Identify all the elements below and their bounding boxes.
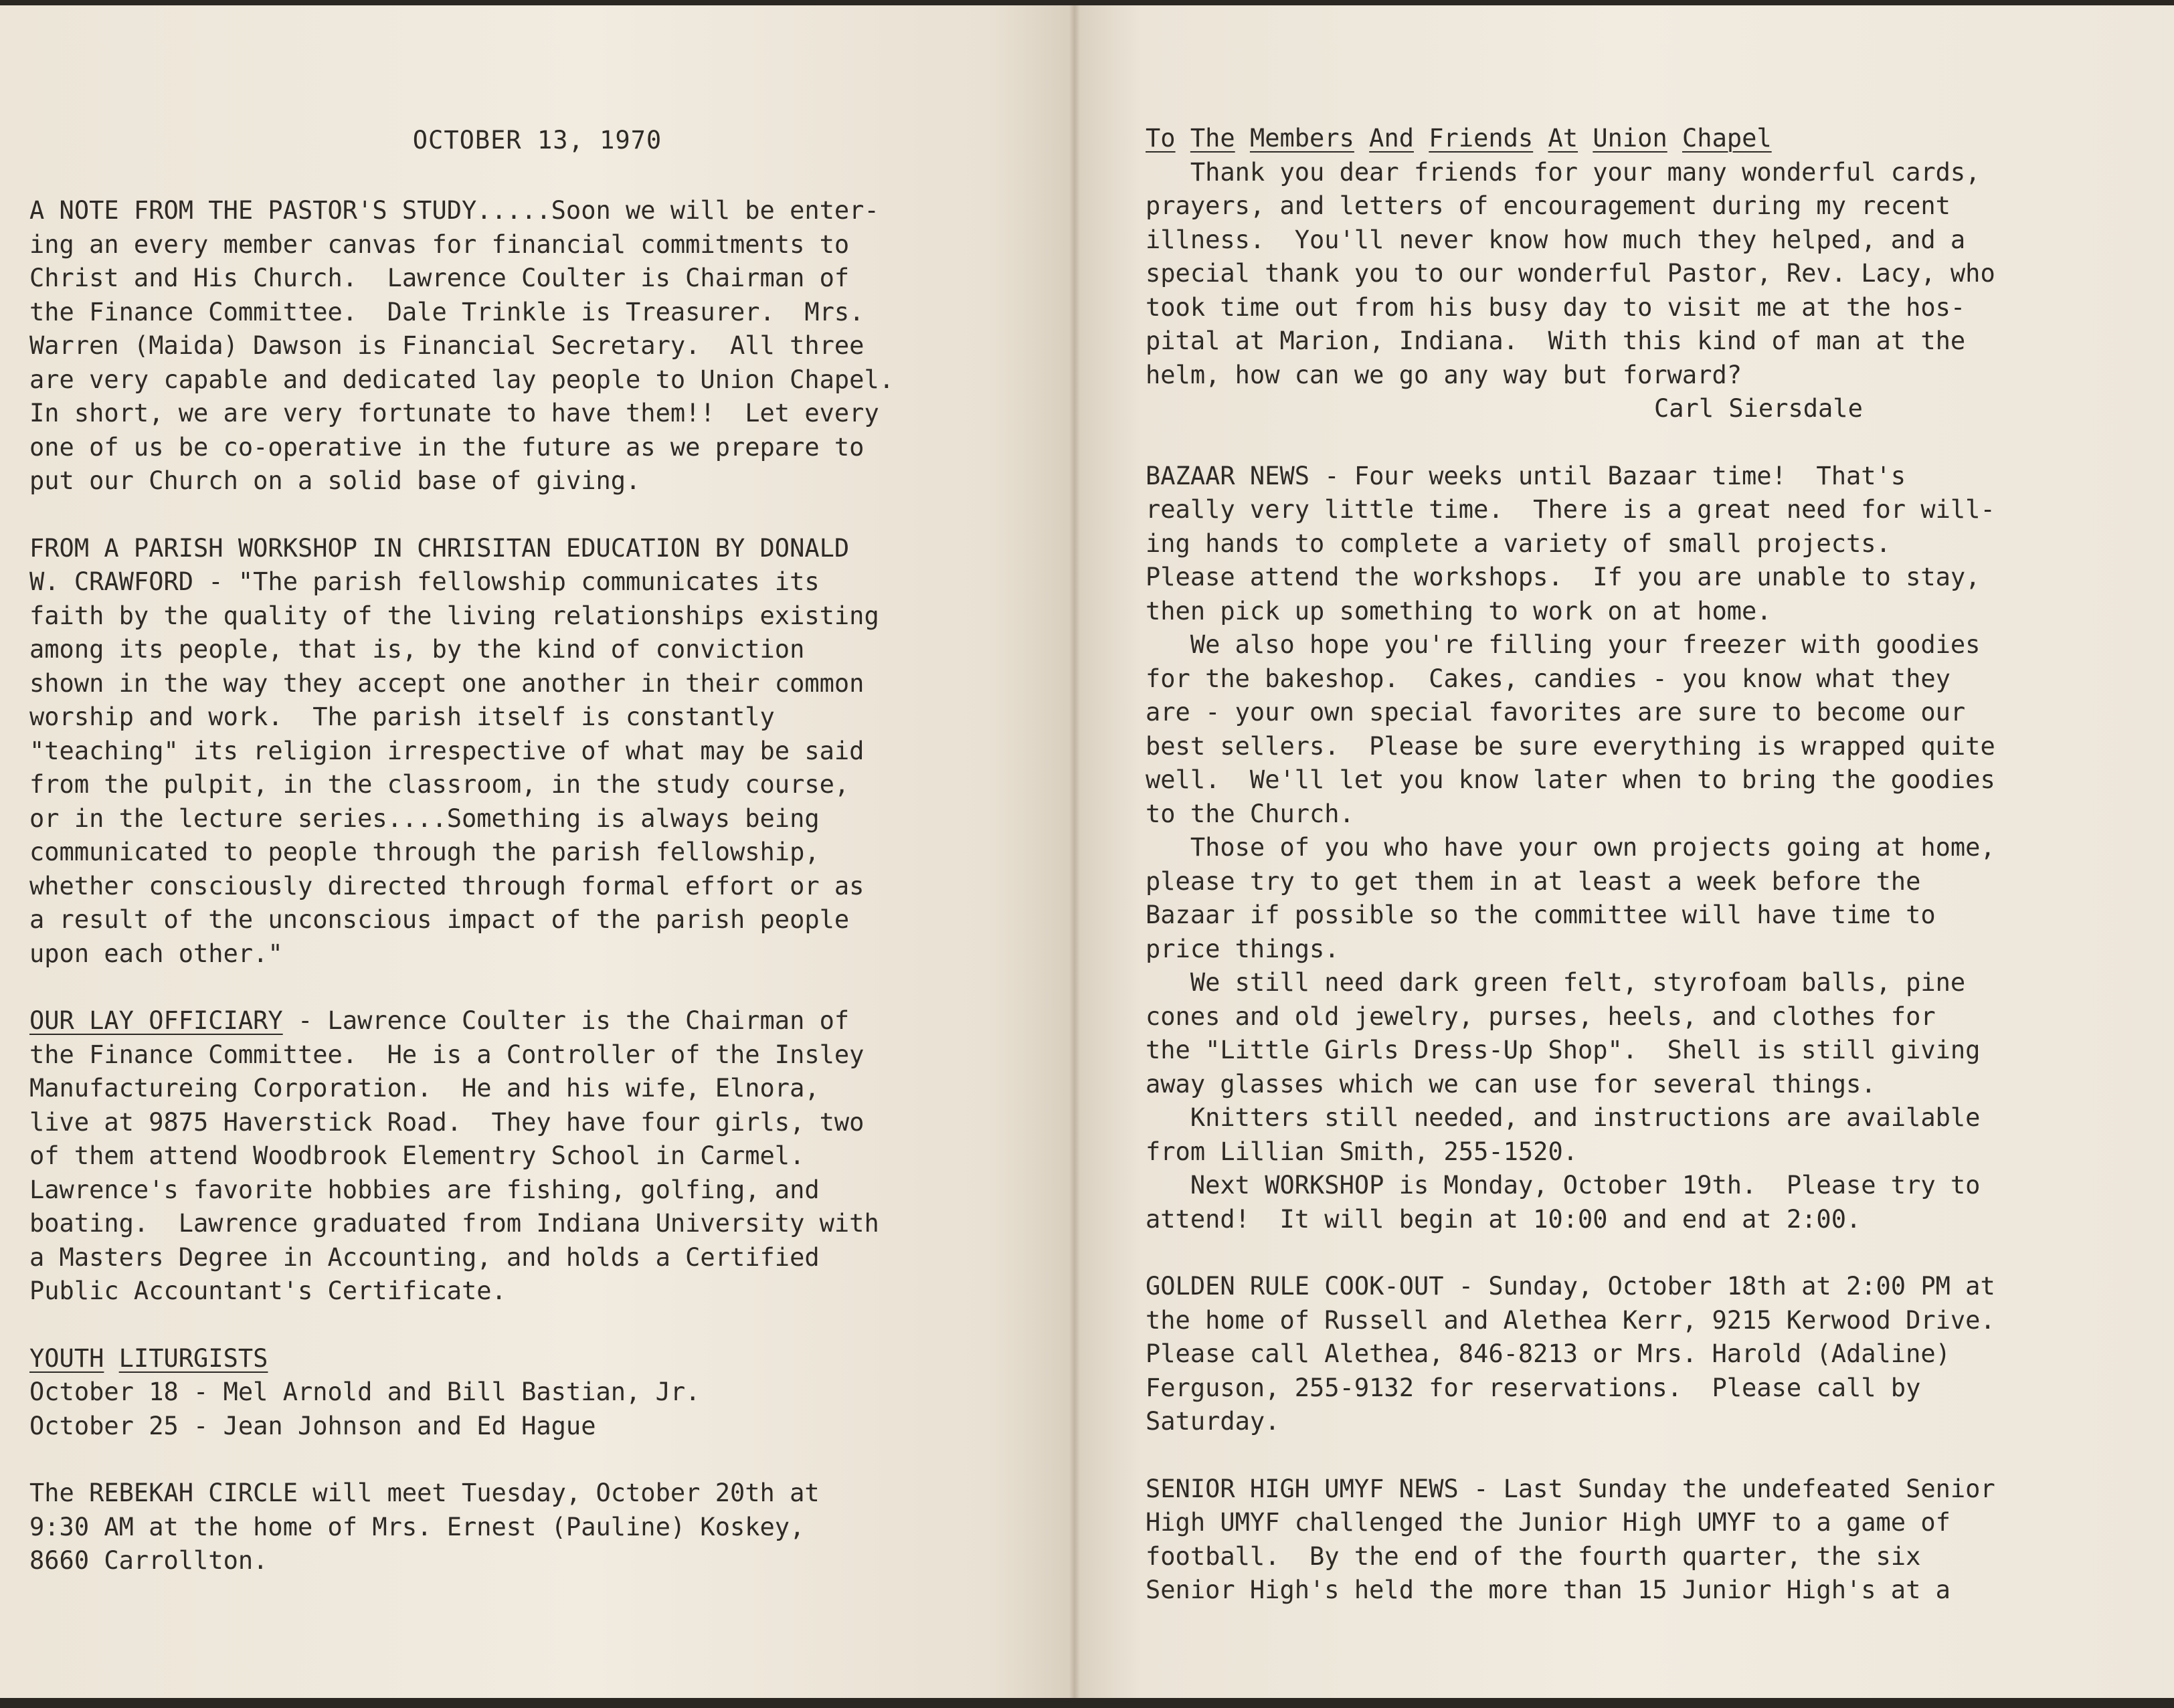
golden-rule-cookout <box>1146 1270 2129 1439</box>
page-spine <box>1069 5 1080 1698</box>
thank-you-letter-line: illness. You'll never know how much they helped, and a <box>1146 225 1966 254</box>
bazaar-news-line: We still need dark green felt, styrofoam balls, pine <box>1146 968 1966 997</box>
youth-liturgists-heading <box>29 1342 1013 1376</box>
parish-workshop-quote-line: worship and work. The parish itself is constantly <box>29 702 775 731</box>
youth-liturgists-list <box>29 1375 1013 1443</box>
bazaar-news-line: are - your own special favorites are sure to become our <box>1146 698 1966 727</box>
thank-you-letter-line: Thank you dear friends for your many wonderful cards, <box>1146 157 1981 187</box>
parish-workshop-quote-line: upon each other." <box>29 939 283 968</box>
senior-high-umyf-news <box>1146 1473 2129 1608</box>
lay-officiary-body-line: Lawrence's favorite hobbies are fishing, golfing, and <box>29 1175 820 1204</box>
parish-workshop-quote-line: among its people, that is, by the kind of conviction <box>29 635 805 664</box>
parish-workshop-quote-line: shown in the way they accept one another in their common <box>29 668 865 698</box>
thank-you-signature: Carl Siersdale <box>1654 394 1863 423</box>
youth-heading-word-1: YOUTH <box>29 1343 104 1373</box>
members-heading-word: And <box>1369 124 1414 153</box>
parish-workshop-quote-line: communicated to people through the parish fellowship, <box>29 838 820 866</box>
members-heading-word: Friends <box>1429 124 1534 153</box>
pastor-note <box>29 194 1013 498</box>
members-heading-word: At <box>1548 124 1578 153</box>
pastor-note-line: are very capable and dedicated lay people to Union Chapel. <box>29 365 895 394</box>
lay-officiary-section <box>29 1004 1013 1309</box>
bazaar-news-line: really very little time. There is a great need for will- <box>1146 495 1995 524</box>
lay-officiary-heading: OUR LAY OFFICIARY <box>29 1006 283 1035</box>
parish-workshop-quote-line: whether consciously directed through formal effort or as <box>29 871 865 900</box>
parish-workshop-quote-line: a result of the unconscious impact of the parish people <box>29 905 850 934</box>
pastor-note-line: the Finance Committee. Dale Trinkle is Treasurer. Mrs. <box>29 297 865 326</box>
parish-workshop-quote <box>29 532 1013 971</box>
youth-heading-word-2: LITURGISTS <box>118 1343 268 1373</box>
bazaar-news-line: ing hands to complete a variety of small projects. <box>1146 529 1891 558</box>
golden-rule-cookout-line: Saturday. <box>1146 1407 1280 1436</box>
thank-you-letter-line: pital at Marion, Indiana. With this kind of man at the <box>1146 326 1966 355</box>
bazaar-news-line: away glasses which we can use for several things. <box>1146 1069 1876 1099</box>
lay-officiary-body-line: of them attend Woodbrook Elementry School in Carmel. <box>29 1141 805 1170</box>
bazaar-news-line: Next WORKSHOP is Monday, October 19th. Please try to <box>1146 1171 1981 1200</box>
pastor-note-line: ing an every member canvas for financial commitments to <box>29 229 850 259</box>
bazaar-news-line: from Lillian Smith, 255-1520. <box>1146 1137 1578 1166</box>
senior-high-umyf-news-line: Senior High's held the more than 15 Junior High's at a <box>1146 1576 1951 1604</box>
parish-workshop-quote-line: "teaching" its religion irrespective of what may be said <box>29 736 865 765</box>
members-heading-word: The <box>1190 124 1235 153</box>
bazaar-news-line: Those of you who have your own projects going at home, <box>1146 833 1995 862</box>
bazaar-news-line: the "Little Girls Dress-Up Shop". Shell is still giving <box>1146 1036 1981 1064</box>
bazaar-news-line: then pick up something to work on at home. <box>1146 596 1772 626</box>
thank-you-letter-line: took time out from his busy day to visit me at the hos- <box>1146 292 1966 322</box>
rebekah-circle-notice <box>29 1477 1013 1578</box>
parish-workshop-quote-line: faith by the quality of the living relationships existing <box>29 601 879 630</box>
golden-rule-cookout-line: Ferguson, 255-9132 for reservations. Please call by <box>1146 1373 1921 1402</box>
golden-rule-cookout-line: the home of Russell and Alethea Kerr, 9215 Kerwood Drive. <box>1146 1305 1995 1335</box>
bazaar-news-line: BAZAAR NEWS - Four weeks until Bazaar time! That's <box>1146 461 1906 490</box>
parish-workshop-quote-line: or in the lecture series....Something is always being <box>29 803 820 833</box>
bazaar-news-line: We also hope you're filling your freezer with goodies <box>1146 630 1981 659</box>
members-heading-word: Members <box>1249 124 1354 153</box>
parish-workshop-quote-line: FROM A PARISH WORKSHOP IN CHRISITAN EDUCATION BY DONALD <box>29 533 850 563</box>
golden-rule-cookout-line: GOLDEN RULE COOK-OUT - Sunday, October 18th at 2:00 PM at <box>1146 1272 1995 1301</box>
thank-you-letter <box>1146 156 2129 393</box>
lay-officiary-body-line: Public Accountant's Certificate. <box>29 1276 507 1305</box>
bazaar-news-line: best sellers. Please be sure everything is wrapped quite <box>1146 731 1995 761</box>
youth-liturgists-section <box>29 1342 1013 1444</box>
bazaar-news-line: Knitters still needed, and instructions are available <box>1146 1103 1981 1132</box>
thank-you-letter-line: prayers, and letters of encouragement during my recent <box>1146 191 1951 220</box>
members-heading-word: Chapel <box>1682 124 1772 153</box>
rebekah-circle-notice-line: The REBEKAH CIRCLE will meet Tuesday, October 20th at <box>29 1479 820 1507</box>
bazaar-news-line: to the Church. <box>1146 799 1354 828</box>
senior-high-umyf-news-line: High UMYF challenged the Junior High UMYF to a game of <box>1146 1508 1951 1537</box>
golden-rule-cookout-line: Please call Alethea, 846-8213 or Mrs. Harold (Adaline) <box>1146 1339 1951 1368</box>
senior-high-umyf-news-line: SENIOR HIGH UMYF NEWS - Last Sunday the undefeated Senior <box>1146 1474 1995 1503</box>
youth-liturgists-list-line: October 18 - Mel Arnold and Bill Bastian, Jr. <box>29 1378 701 1406</box>
bazaar-news-line: price things. <box>1146 934 1340 963</box>
pastor-note-line: Christ and His Church. Lawrence Coulter is Chairman of <box>29 264 850 292</box>
newsletter-date: OCTOBER 13, 1970 <box>412 126 662 155</box>
pastor-note-line: put our Church on a solid base of giving. <box>29 466 641 495</box>
bazaar-news-line: please try to get them in at least a week before the <box>1146 866 1921 896</box>
thank-you-letter-line: helm, how can we go any way but forward? <box>1146 360 1742 389</box>
bazaar-news-line: Please attend the workshops. If you are unable to stay, <box>1146 563 1981 591</box>
pastor-note-line: one of us be co-operative in the future as we prepare to <box>29 432 865 462</box>
thank-you-letter-line: special thank you to our wonderful Pastor, Rev. Lacy, who <box>1146 259 1995 288</box>
members-heading-word: To <box>1146 124 1176 153</box>
lay-officiary-body-line: a Masters Degree in Accounting, and holds a Certified <box>29 1242 820 1272</box>
parish-workshop-quote-line: from the pulpit, in the classroom, in the study course, <box>29 770 850 799</box>
bazaar-news <box>1146 460 2129 1237</box>
lay-officiary-body <box>29 1038 1013 1309</box>
senior-high-umyf-news-line: football. By the end of the fourth quarter, the six <box>1146 1541 1921 1571</box>
bazaar-news-line: well. We'll let you know later when to bring the goodies <box>1146 765 1995 794</box>
right-column <box>1146 122 2129 1608</box>
bazaar-news-line: cones and old jewelry, purses, heels, and clothes for <box>1146 1002 1936 1031</box>
lay-officiary-body-line: Manufactureing Corporation. He and his wife, Elnora, <box>29 1074 820 1103</box>
lay-officiary-body-line: live at 9875 Haverstick Road. They have four girls, two <box>29 1107 865 1137</box>
lay-officiary-body-line: boating. Lawrence graduated from Indiana University with <box>29 1209 879 1238</box>
rebekah-circle-notice-line: 8660 Carrollton. <box>29 1546 268 1575</box>
bazaar-news-line: attend! It will begin at 10:00 and end at 2:00. <box>1146 1204 1862 1234</box>
rebekah-circle-notice-line: 9:30 AM at the home of Mrs. Ernest (Pauline) Koskey, <box>29 1512 805 1541</box>
lay-officiary-lead: - Lawrence Coulter is the Chairman of <box>282 1006 850 1035</box>
bazaar-news-line: Bazaar if possible so the committee will have time to <box>1146 900 1936 929</box>
youth-liturgists-list-line: October 25 - Jean Johnson and Ed Hague <box>29 1411 596 1440</box>
left-column <box>29 194 1013 1578</box>
lay-officiary-first-line <box>29 1004 1013 1038</box>
pastor-note-line: In short, we are very fortunate to have them!! Let every <box>29 399 879 428</box>
pastor-note-line: A NOTE FROM THE PASTOR'S STUDY.....Soon we will be enter- <box>29 196 879 225</box>
bazaar-news-line: for the bakeshop. Cakes, candies - you know what they <box>1146 664 1951 693</box>
members-heading-word: Union <box>1593 124 1667 153</box>
parish-workshop-quote-line: W. CRAWFORD - "The parish fellowship communicates its <box>29 567 820 596</box>
members-heading <box>1146 122 2129 156</box>
lay-officiary-body-line: the Finance Committee. He is a Controller of the Insley <box>29 1040 865 1069</box>
pastor-note-line: Warren (Maida) Dawson is Financial Secretary. All three <box>29 331 865 360</box>
